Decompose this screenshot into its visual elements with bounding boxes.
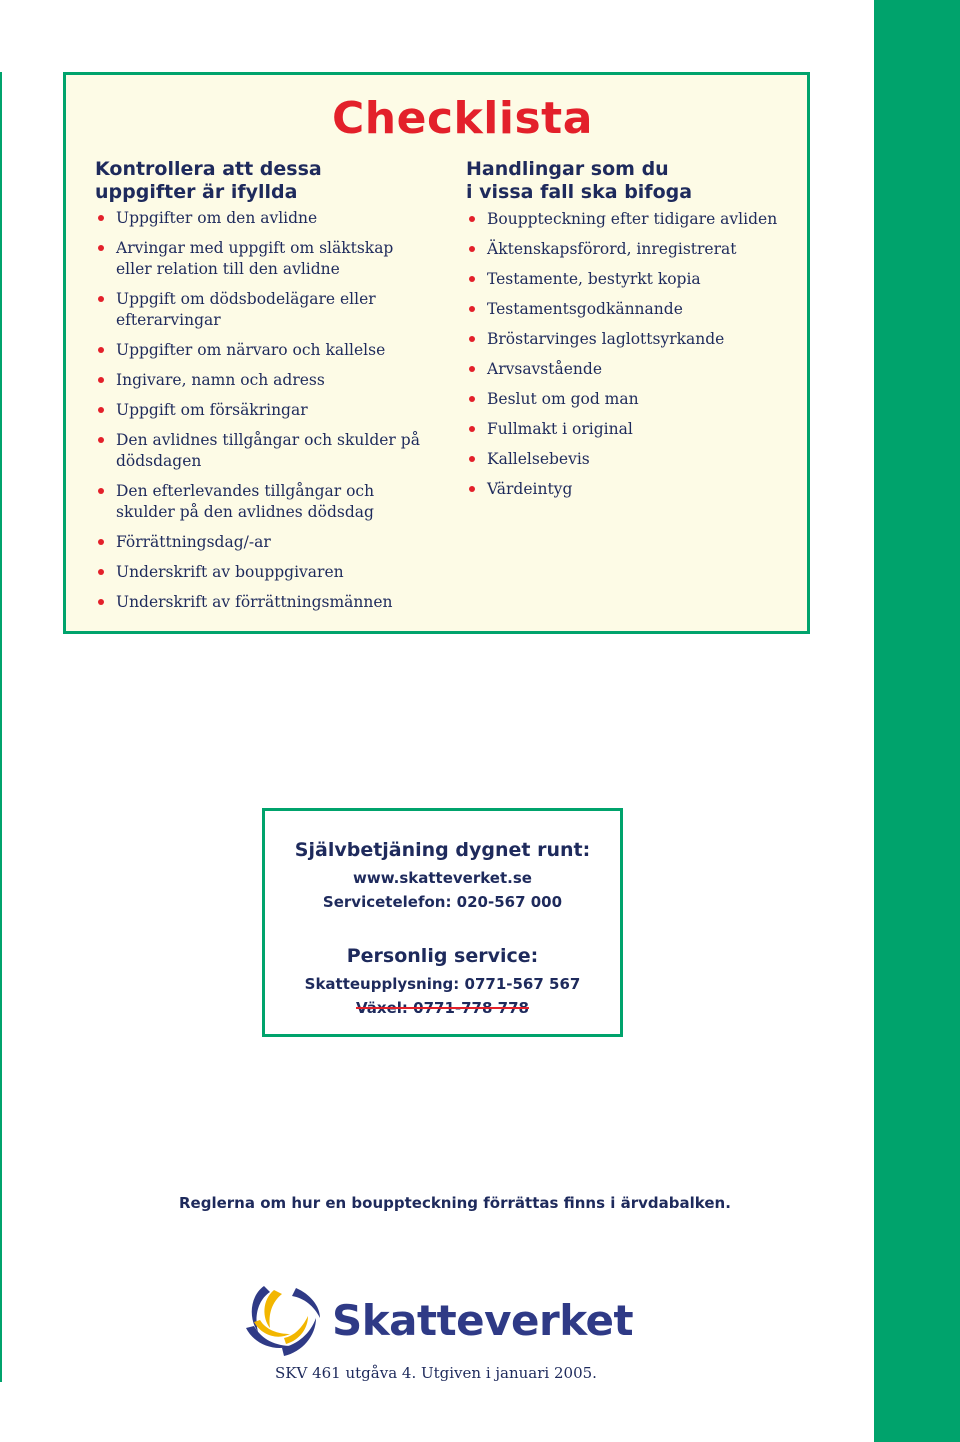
list-item: Testamentsgodkännande (466, 299, 786, 320)
list-item: Underskrift av förrättningsmännen (95, 592, 425, 613)
list-item: Uppgifter om den avlidne (95, 208, 425, 229)
publication-footer: SKV 461 utgåva 4. Utgiven i januari 2005. (275, 1364, 597, 1382)
list-item: Värdeintyg (466, 479, 786, 500)
list-item: Bouppteckning efter tidigare avliden (466, 209, 786, 230)
logo-wordmark: Skatteverket (332, 1296, 634, 1345)
skatteverket-logo (244, 1282, 634, 1362)
right-checklist (466, 209, 786, 509)
right-heading-line-1: Handlingar som du (466, 158, 669, 180)
left-heading-line-1: Kontrollera att dessa (95, 158, 322, 180)
right-heading-line-2: i vissa fall ska bifoga (466, 181, 693, 203)
service-info-box (262, 808, 623, 1037)
personal-service-heading: Personlig service: (346, 945, 539, 967)
list-item: Underskrift av bouppgivaren (95, 562, 425, 583)
list-item: Arvingar med uppgift om släktskap eller relation till den avlidne (95, 238, 425, 280)
list-item: Den efterlevandes tillgångar och skulder på den avlidnes dödsdag (95, 481, 425, 523)
green-side-band (874, 0, 960, 1442)
skatteverket-logo-icon (244, 1282, 324, 1362)
list-item: Beslut om god man (466, 389, 786, 410)
switchboard-phone-line (265, 999, 620, 1017)
tax-info-phone: Skatteupplysning: 0771-567 567 (304, 975, 581, 993)
self-service-heading: Självbetjäning dygnet runt: (294, 839, 591, 861)
law-note: Reglerna om hur en bouppteckning förrättas finns i ärvdabalken. (179, 1194, 731, 1212)
checklist-box (63, 72, 810, 634)
list-item: Förrättningsdag/-ar (95, 532, 425, 553)
list-item: Kallelsebevis (466, 449, 786, 470)
left-margin-rule (0, 72, 2, 1382)
checklist-title: Checklista (332, 93, 593, 144)
switchboard-phone: Växel: 0771-778 778 (356, 999, 529, 1017)
service-phone: Servicetelefon: 020-567 000 (322, 893, 563, 911)
list-item: Ingivare, namn och adress (95, 370, 425, 391)
list-item: Bröstarvinges laglottsyrkande (466, 329, 786, 350)
list-item: Arvsavstående (466, 359, 786, 380)
list-item: Uppgift om dödsbodelägare eller efterarvingar (95, 289, 425, 331)
list-item: Den avlidnes tillgångar och skulder på dödsdagen (95, 430, 425, 472)
right-column-heading (466, 158, 692, 204)
left-column-heading (95, 158, 322, 204)
left-heading-line-2: uppgifter är ifyllda (95, 181, 298, 203)
website-link[interactable]: www.skatteverket.se (353, 869, 532, 887)
left-checklist (95, 208, 425, 622)
list-item: Uppgifter om närvaro och kallelse (95, 340, 425, 361)
list-item: Uppgift om försäkringar (95, 400, 425, 421)
list-item: Äktenskapsförord, inregistrerat (466, 239, 786, 260)
list-item: Testamente, bestyrkt kopia (466, 269, 786, 290)
list-item: Fullmakt i original (466, 419, 786, 440)
